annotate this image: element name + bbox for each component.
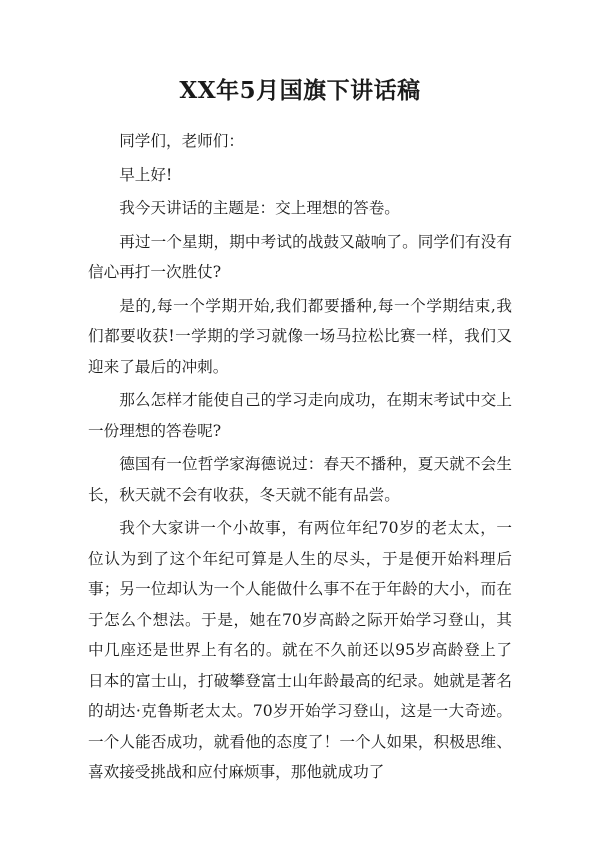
document-body [88, 126, 512, 788]
paragraph-theme: 我今天讲话的主题是：交上理想的答卷。 [119, 199, 400, 217]
paragraph-story: 我个大家讲一个小故事，有两位年纪70岁的老太太，一位认为到了这个年纪可算是人生的尽头，于是便开始料理后事；另一位却认为一个人能做什么事不在于年龄的大小，而在于怎么个想法。于是，她在70岁高龄之际开始学习登山，其中几座还是世界上有名的。就在不久前还以95岁高龄登上了日本的富士山，打破攀登富士山年龄最高的纪录。她就是著名的胡达·克鲁斯老太太。70岁开始学习登山，这是一大奇迹。一个人能否成功，就看他的态度了！一个人如果，积极思维、喜欢接受挑战和应付麻烦事，那他就成功了 [88, 519, 512, 781]
paragraph-question: 那么怎样才能使自己的学习走向成功，在期末考试中交上一份理想的答卷呢? [88, 391, 512, 440]
paragraph-good-morning: 早上好! [119, 165, 173, 184]
paragraph-exam: 再过一个星期，期中考试的战鼓又敲响了。同学们有没有信心再打一次胜仗? [88, 232, 512, 281]
paragraph-semester: 是的,每一个学期开始,我们都要播种,每一个学期结束,我们都要收获!一学期的学习就像一场马拉松比赛一样，我们又迎来了最后的冲刺。 [88, 296, 512, 376]
document-title: XX年5月国旗下讲话稿 [179, 77, 421, 104]
paragraph-quote: 德国有一位哲学家海德说过：春天不播种，夏天就不会生长，秋天就不会有收获，冬天就不能有品尝。 [88, 455, 512, 504]
paragraph-greeting: 同学们，老师们： [119, 132, 244, 150]
